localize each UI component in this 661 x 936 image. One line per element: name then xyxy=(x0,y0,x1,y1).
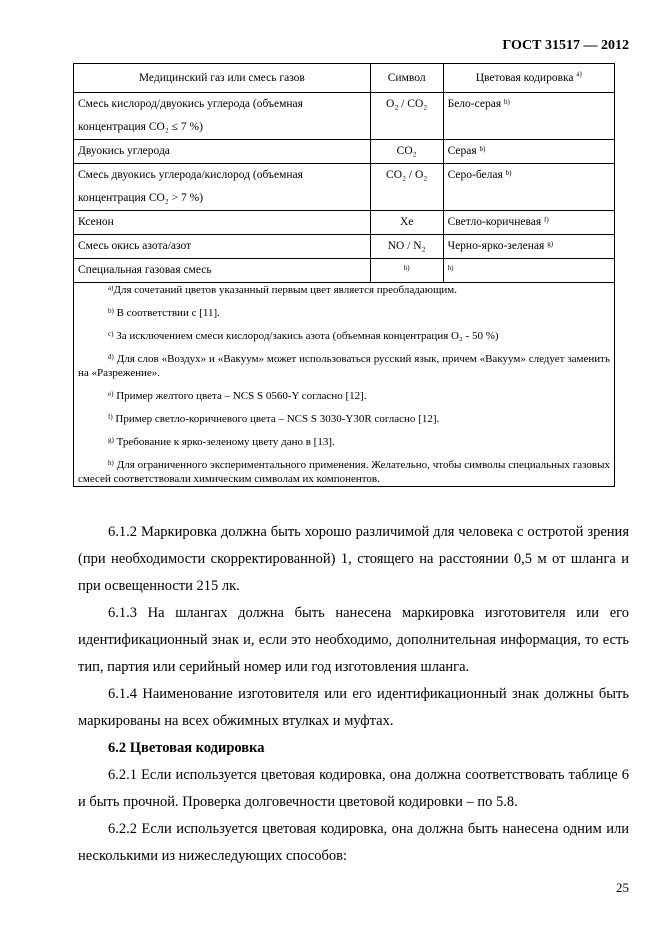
body-text xyxy=(78,519,629,870)
table-header-row xyxy=(74,64,615,93)
symbol-cell: h) xyxy=(370,259,443,283)
footnote-e: $^{e)}$ Пример желтого цвета – NCS S 0560-Y согласно [12]. xyxy=(108,390,367,402)
table-notes-row xyxy=(74,283,615,487)
gas-cell: Специальная газовая смесь xyxy=(74,259,371,283)
gas-cell: Смесь двуокись углерода/кислород (объемная концентрация CO₂ > 7 %) xyxy=(74,164,371,211)
symbol-cell: CO₂ / O₂ xyxy=(370,164,443,211)
symbol-cell: Xe xyxy=(370,211,443,235)
table-row xyxy=(74,164,615,211)
footnote-f: $^{f)}$ Пример светло-коричневого цвета – NCS S 3030-Y30R согласно [12]. xyxy=(108,413,440,425)
color-cell: Бело-серая $^{b)}$ xyxy=(443,93,614,140)
section-heading-6-2: 6.2 Цветовая кодировка xyxy=(108,740,265,756)
document-header: ГОСТ 31517 — 2012 xyxy=(502,38,629,53)
footnote-b: $^{b)}$ В соответствии с [11]. xyxy=(108,307,220,319)
symbol-cell: O₂ / CO₂ xyxy=(370,93,443,140)
gas-cell: Смесь кислород/двуокись углерода (объемная концентрация CO₂ ≤ 7 %) xyxy=(74,93,371,140)
footnote-g: $^{g)}$ Требование к ярко-зеленому цвету дано в [13]. xyxy=(108,436,335,448)
table-row xyxy=(74,140,615,164)
paragraph-6-1-4: 6.1.4 Наименование изготовителя или его идентификационный знак должны быть маркированы на всех обжимных втулках и муфтах. xyxy=(78,686,629,729)
table-notes xyxy=(74,283,615,487)
color-cell: Светло-коричневая $^{f)}$ xyxy=(443,211,614,235)
footnote-a: $^{а)}$Для сочетаний цветов указанный первым цвет является преобладающим. xyxy=(108,284,458,296)
paragraph-6-2-1: 6.2.1 Если используется цветовая кодировка, она должна соответствовать таблице 6 и быть прочной. Проверка долговечности цветовой кодировки – по 5.8. xyxy=(78,767,629,810)
color-cell: h) xyxy=(443,259,614,283)
gas-cell: Смесь окись азота/азот xyxy=(74,235,371,259)
color-cell: Серо-белая $^{b)}$ xyxy=(443,164,614,211)
footnote-h: $^{h)}$ Для ограниченного экспериментального применения. Желательно, чтобы символы специальных газовых смесей соответствовали химическим символам их компонентов. xyxy=(78,459,611,485)
table-row xyxy=(74,235,615,259)
symbol-cell: NO / N₂ xyxy=(370,235,443,259)
page-number: 25 xyxy=(616,880,629,895)
gas-cell: Ксенон xyxy=(74,211,371,235)
header-symbol: Символ xyxy=(370,64,443,93)
gas-cell: Двуокись углерода xyxy=(74,140,371,164)
color-cell: Черно-ярко-зеленая $^{g)}$ xyxy=(443,235,614,259)
table-row xyxy=(74,259,615,283)
header-gas: Медицинский газ или смесь газов xyxy=(74,64,371,93)
paragraph-6-2-2: 6.2.2 Если используется цветовая кодировка, она должна быть нанесена одним или несколькими из нижеследующих способов: xyxy=(78,821,629,864)
footnote-d: $^{d)}$ Для слов «Воздух» и «Вакуум» может использоваться русский язык, причем «Вакуум» следует заменить на «Разрежение». xyxy=(78,353,610,379)
header-color: Цветовая кодировка $^{а)}$ xyxy=(443,64,614,93)
table-row xyxy=(74,93,615,140)
color-cell: Серая $^{b)}$ xyxy=(443,140,614,164)
paragraph-6-1-3: 6.1.3 На шлангах должна быть нанесена маркировка изготовителя или его идентификационный знак и, если это необходимо, дополнительная информация, то есть тип, партия или серийный номер или год изготовления шланга. xyxy=(78,605,629,675)
footnote-c: $^{c)}$ За исключением смеси кислород/закись азота (объемная концентрация O₂ - 50 %) xyxy=(108,330,499,342)
color-coding-table xyxy=(73,63,615,487)
paragraph-6-1-2: 6.1.2 Маркировка должна быть хорошо различимой для человека с остротой зрения (при необходимости скорректированной) 1, стоящего на расстоянии 0,5 м от шланга и при освещенности 215 лк. xyxy=(78,524,629,594)
symbol-cell: CO₂ xyxy=(370,140,443,164)
table-row xyxy=(74,211,615,235)
